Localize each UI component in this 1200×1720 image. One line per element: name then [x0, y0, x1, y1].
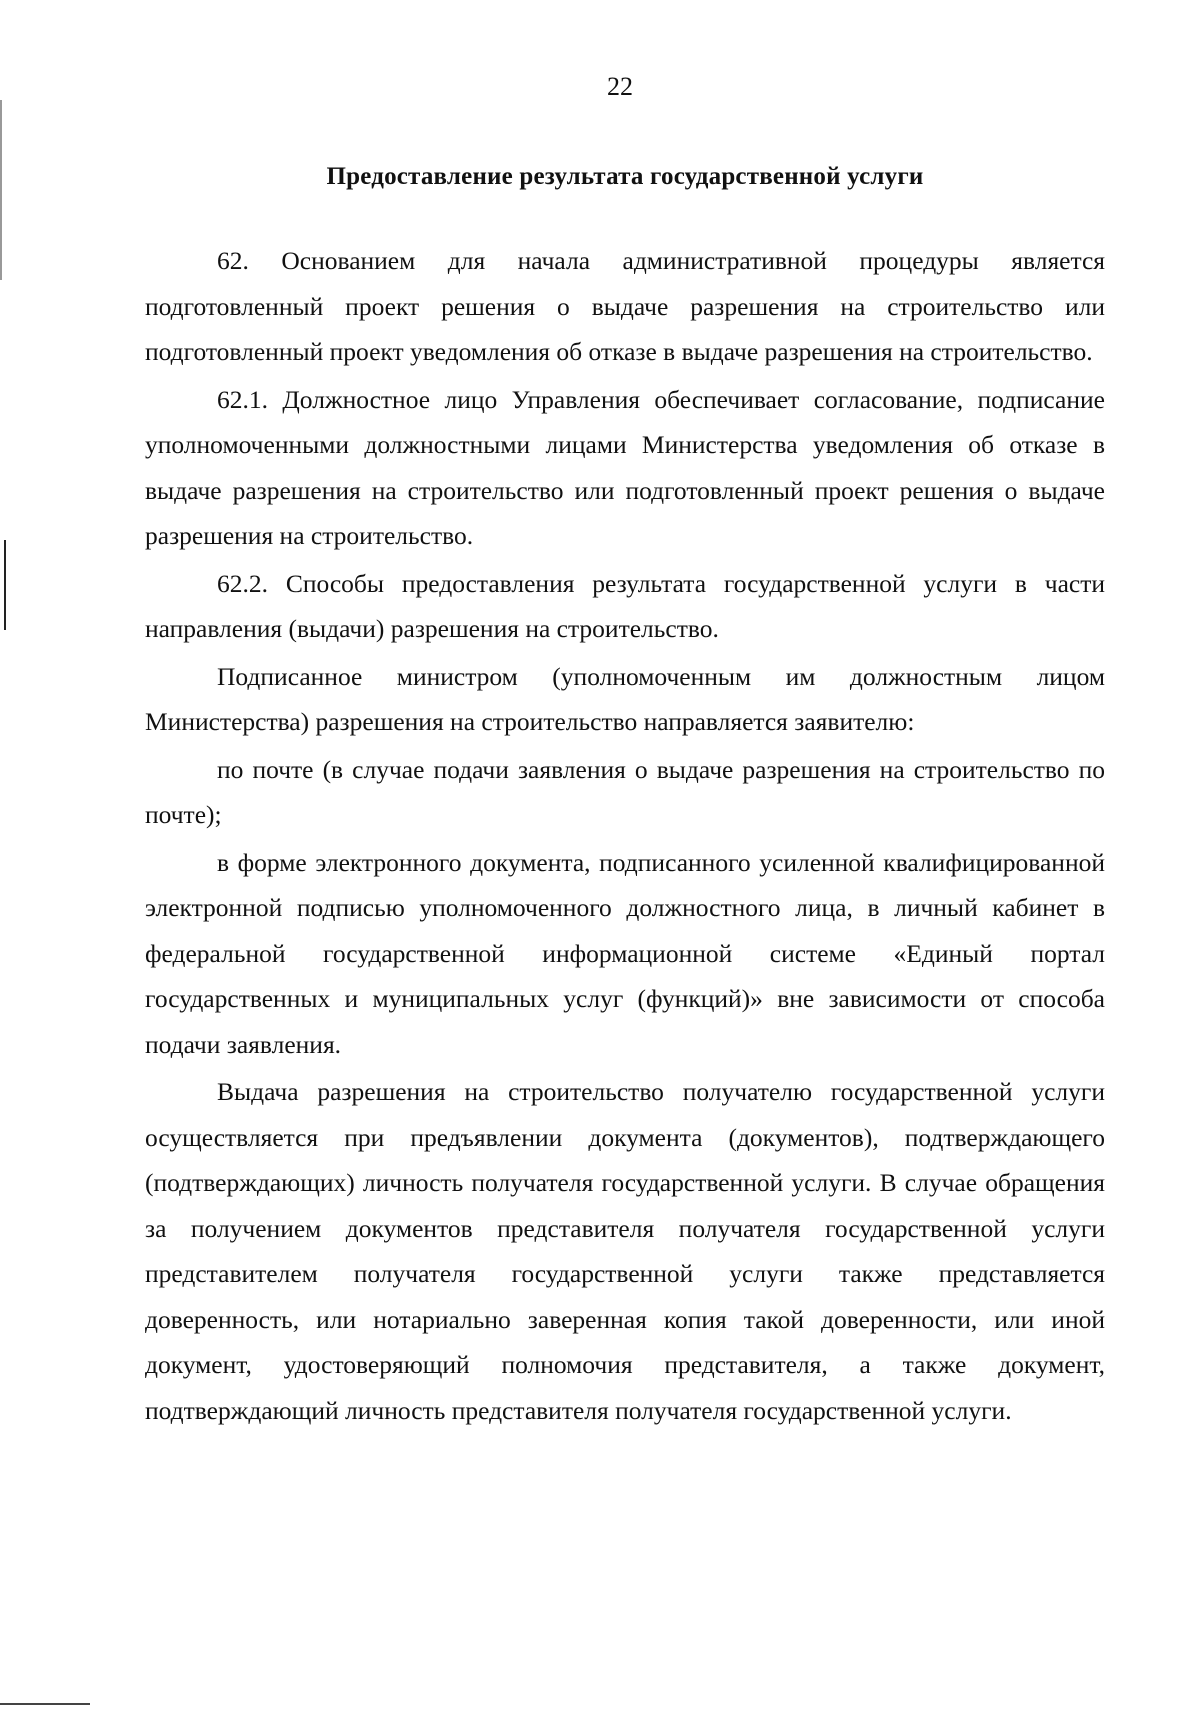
scan-margin-line	[0, 100, 2, 280]
paragraph-62-2: 62.2. Способы предоставления результата государственной услуги в части направления (выдачи) разрешения на строительство.	[145, 568, 1105, 643]
list-item-by-mail: по почте (в случае подачи заявления о выдаче разрешения на строительство по почте);	[145, 754, 1105, 829]
list-item-electronic: в форме электронного документа, подписанного усиленной квалифицированной электронной подписью уполномоченного должностного лица, в личный кабинет в федеральной государственной информационной системе «Единый портал государственных и муниципальных услуг (функций)» вне зависимости от способа подачи заявления.	[145, 847, 1105, 1059]
paragraph-62-1: 62.1. Должностное лицо Управления обеспечивает согласование, подписание уполномоченными должностными лицами Министерства уведомления об отказе в выдаче разрешения на строительство или подготовленный проект решения о выдаче разрешения на строительство.	[145, 384, 1105, 550]
body-text	[145, 238, 1105, 1435]
paragraph-62: 62. Основанием для начала административной процедуры является подготовленный проект решения о выдаче разрешения на строительство или подготовленный проект уведомления об отказе в выдаче разрешения на строительство.	[145, 246, 1105, 366]
paragraph-signed-permit: Подписанное министром (уполномоченным им должностным лицом Министерства) разрешения на строительство направляется заявителю:	[145, 661, 1105, 736]
section-title: Предоставление результата государственной услуги	[326, 163, 924, 190]
page-number: 22	[607, 72, 633, 101]
scan-bottom-rule	[0, 1703, 90, 1705]
paragraph-issuance: Выдача разрешения на строительство получателю государственной услуги осуществляется при предъявлении документа (документов), подтверждающего (подтверждающих) личность получателя государственной услуги. В случае обращения за получением документов представителя получателя государственной услуги представителем получателя государственной услуги также представляется доверенность, или нотариально заверенная копия такой доверенности, или иной документ, удостоверяющий полномочия представителя, а также документ, подтверждающий личность представителя получателя государственной услуги.	[145, 1077, 1105, 1425]
scan-margin-mark	[4, 540, 6, 630]
